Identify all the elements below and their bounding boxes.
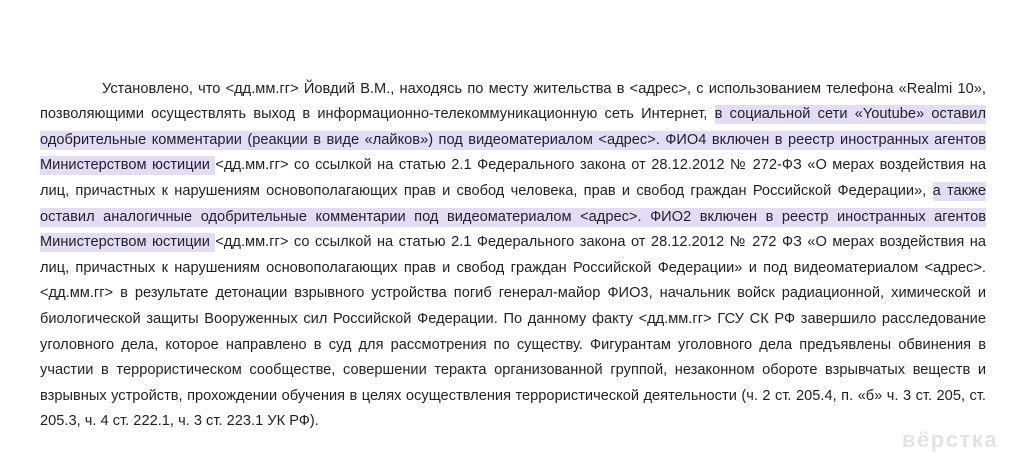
watermark-logo: вёрстка (902, 427, 998, 452)
text-run-3: <дд.мм.гг> со ссылкой на статью 2.1 Федерального закона от 28.12.2012 № 272 ФЗ «О мерах воздействия на лиц, причастных к нарушениям основополагающих прав и свобод граждан Российской Федерации» и под видеоматериалом <адрес>. <дд.мм.гг> в результате детонации взрывного устройства погиб генерал-майор ФИО3, начальник войск радиационной, химической и биологической защиты Вооруженных сил Российской Федерации. По данному факту <дд.мм.гг> ГСУ СК РФ завершило расследование уголовного дела, которое направлено в суд для рассмотрения по существу. Фигурантам уголовного дела предъявлены обвинения в участии в террористическом сообществе, совершении теракта организованной группой, незаконном обороте взрывчатых веществ и взрывных устройств, прохождении обучения в целях осуществления террористической деятельности (ч. 2 ст. 205.4, п. «б» ч. 3 ст. 205, ст. 205.3, ч. 4 ст. 222.1, ч. 3 ст. 223.1 УК РФ). (40, 234, 986, 430)
document-sheet (22, 46, 1002, 446)
page-bottom-margin (0, 446, 1024, 467)
text-run-2: <дд.мм.гг> со ссылкой на статью 2.1 Федерального закона от 28.12.2012 № 272-ФЗ «О мерах воздействия на лиц, причастных к нарушениям основополагающих прав и свобод человека, прав и свобод граждан Российской Федерации», (40, 157, 986, 199)
highlighted-run-2: а также оставил аналогичные одобрительные комментарии под видеоматериалом <адрес>. ФИО2 включен в реестр иностранных агентов Министерством юстиции (40, 182, 986, 251)
highlighted-run-1: в социальной сети «Youtube» оставил одобрительные комментарии (реакции в виде «лайков») под видеоматериалом <адрес>. ФИО4 включен в реестр иностранных агентов Министерством юстиции (40, 106, 986, 174)
page-top-margin (0, 0, 1024, 46)
document-paragraph (40, 77, 986, 435)
text-run-1: Установлено, что <дд.мм.гг> Йовдий В.М., находясь по месту жительства в <адрес>, с использованием телефона «Realmi 10», позволяющими осуществлять выход в информационно-телекоммуникационную сеть Интернет, (40, 80, 986, 123)
